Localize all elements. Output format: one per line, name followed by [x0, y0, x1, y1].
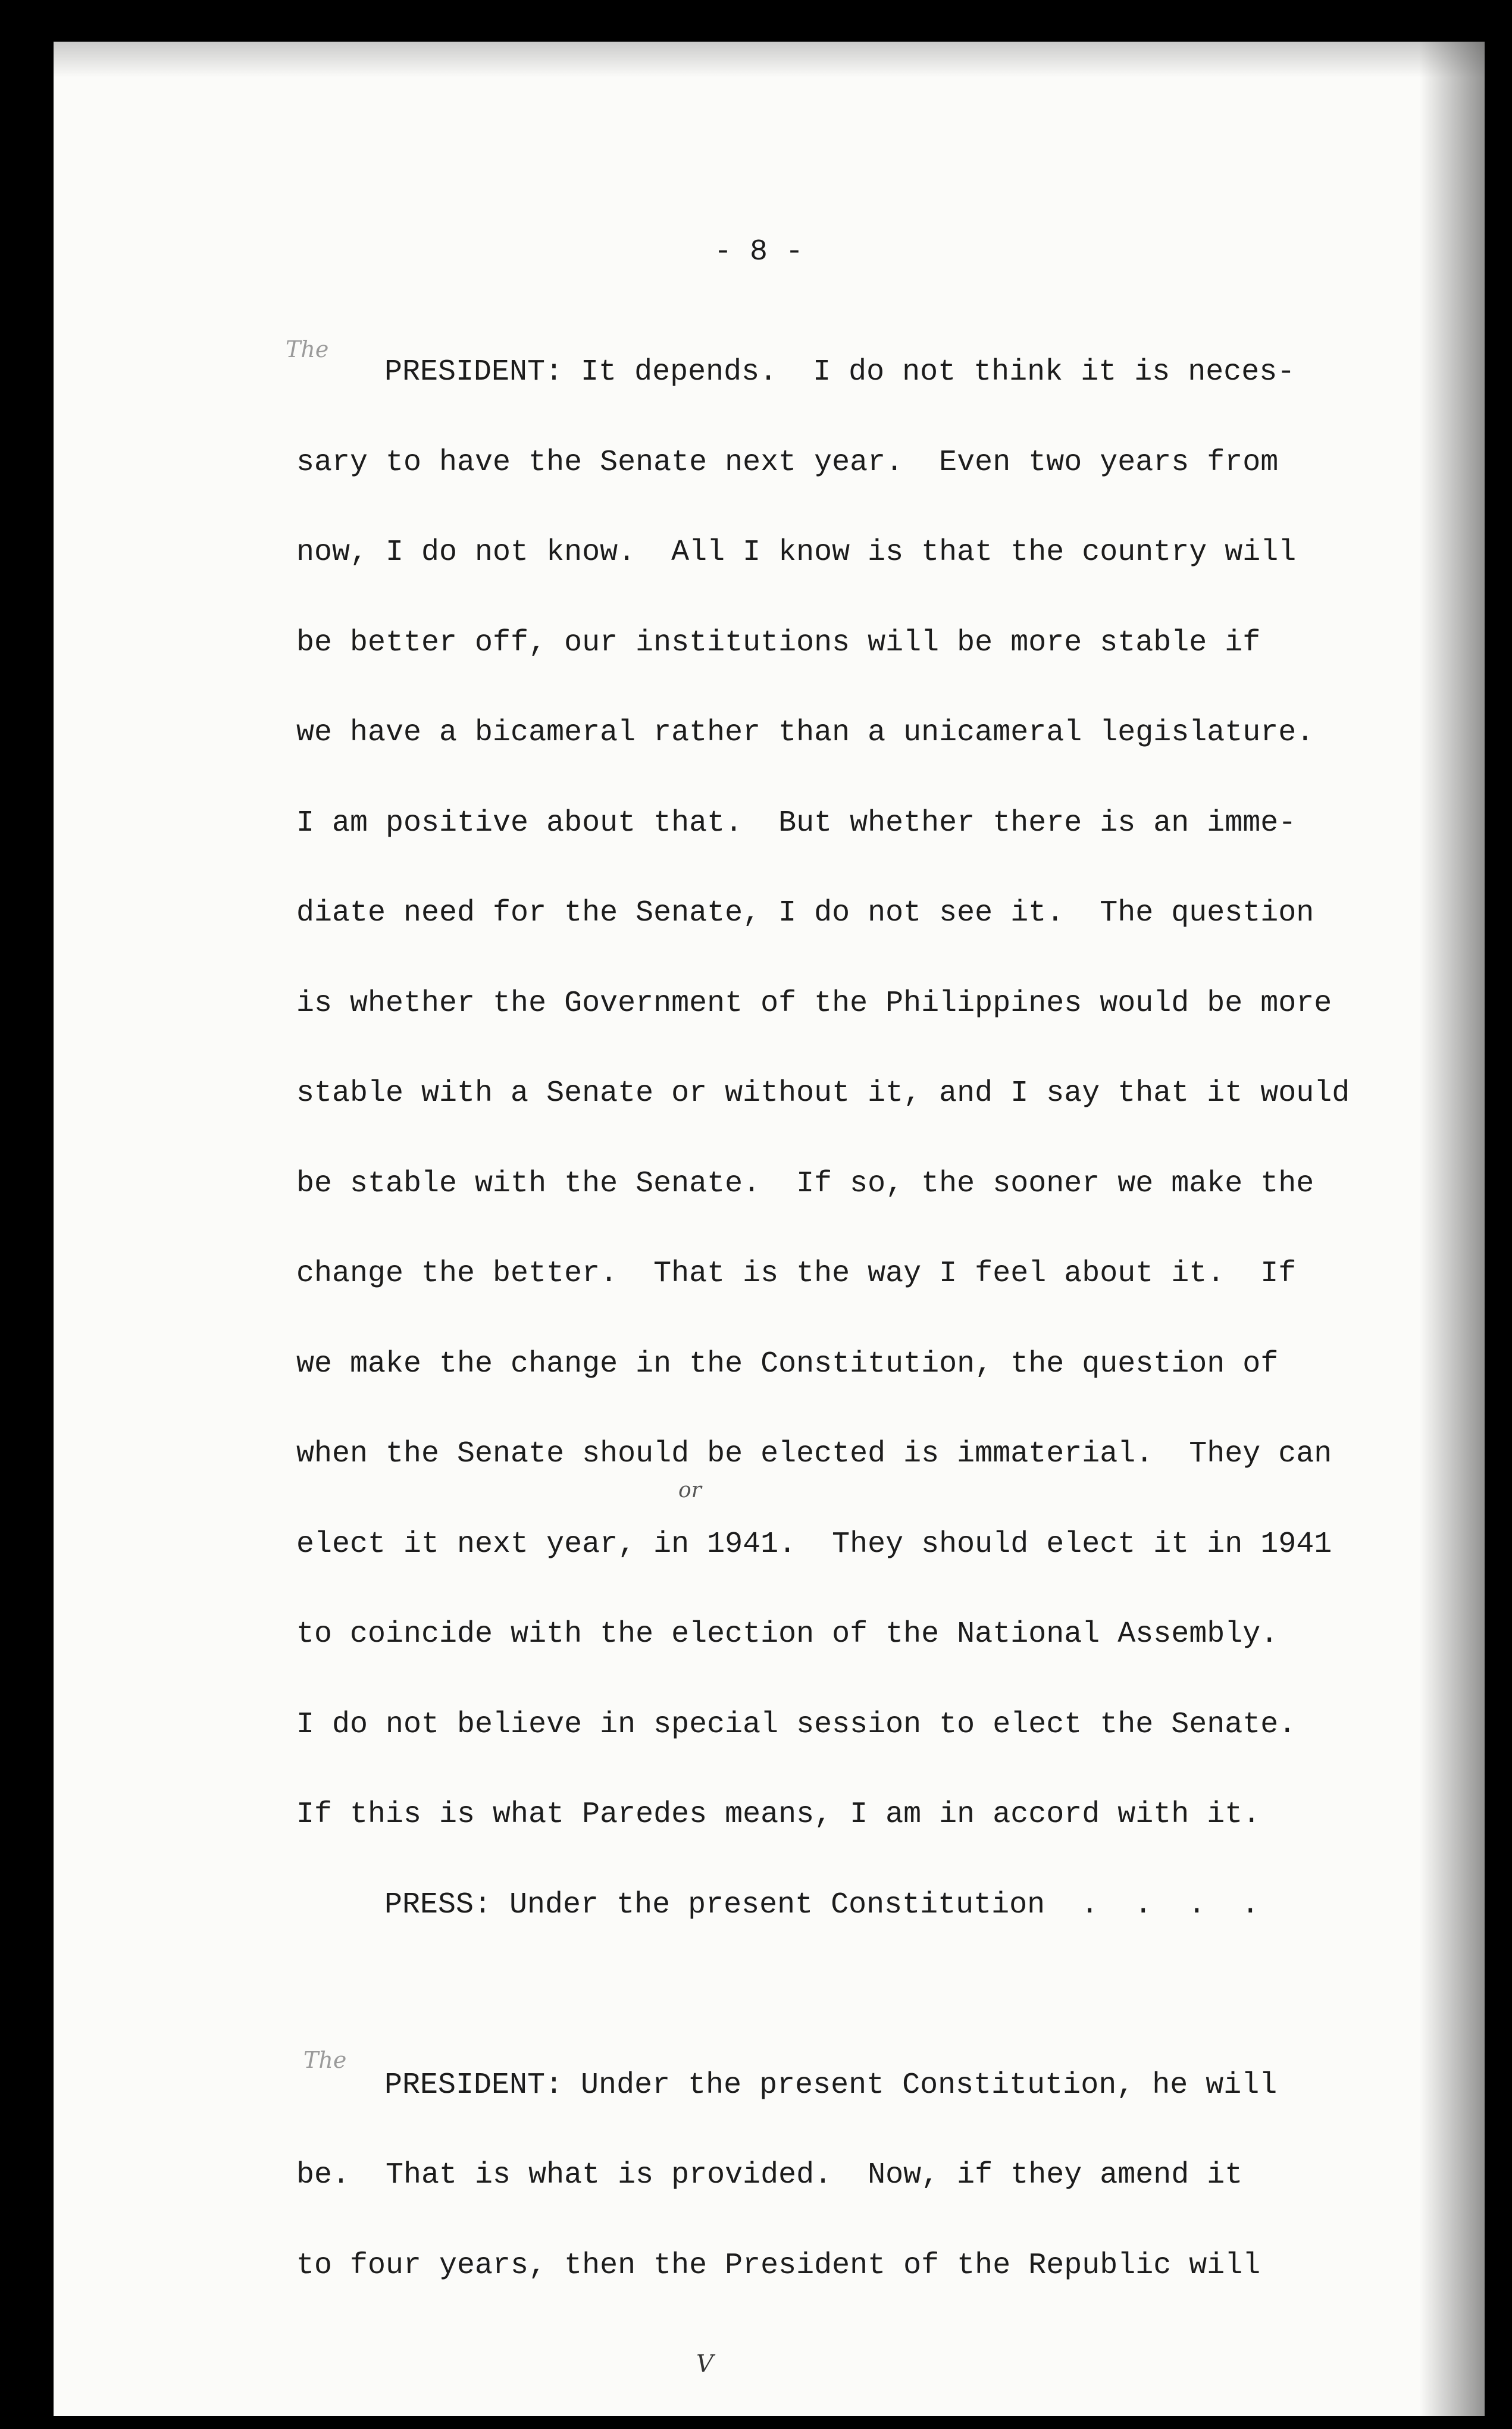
- text-line: If this is what Paredes means, I am in accord with it.: [296, 1798, 1261, 1832]
- text-line: elect it next year, in 1941. They should elect it in 1941: [296, 1527, 1332, 1561]
- text-line: be better off, our institutions will be more stable if: [296, 625, 1261, 660]
- text-line: diate need for the Senate, I do not see it. The question: [296, 896, 1314, 930]
- text-line: change the better. That is the way I feel about it. If: [296, 1257, 1297, 1291]
- text-line-press: PRESS: Under the present Constitution . . . .: [384, 1888, 1260, 1922]
- text-line: when the Senate should be elected is immaterial. They can: [296, 1437, 1332, 1471]
- handwritten-annotation: The: [286, 336, 329, 362]
- transcript-body: [296, 327, 1427, 2311]
- page-edge-shadow: [1419, 42, 1485, 2416]
- torn-top-edge: [54, 42, 1485, 77]
- text-line: be. That is what is provided. Now, if they amend it: [296, 2158, 1243, 2192]
- handwritten-annotation: The: [303, 2047, 347, 2073]
- text-line: is whether the Government of the Philippines would be more: [296, 986, 1332, 1021]
- text-line: we have a bicameral rather than a unicameral legislature.: [296, 716, 1314, 750]
- text-line: be stable with the Senate. If so, the sooner we make the: [296, 1166, 1314, 1201]
- text-line: now, I do not know. All I know is that the country will: [296, 536, 1297, 569]
- document-page: [54, 42, 1485, 2416]
- text-line: stable with a Senate or without it, and I say that it would: [296, 1076, 1350, 1110]
- handwritten-mark: V: [696, 2350, 713, 2378]
- text-line: to four years, then the President of the Republic will: [296, 2248, 1261, 2283]
- page-number: - 8 -: [714, 235, 804, 269]
- text-line: I am positive about that. But whether there is an imme-: [296, 806, 1297, 840]
- paragraph-gap: [296, 1950, 1427, 2040]
- text-line: PRESIDENT: It depends. I do not think it is neces-: [384, 355, 1295, 389]
- text-line: to coincide with the election of the National Assembly.: [296, 1617, 1279, 1651]
- text-line: PRESIDENT: Under the present Constitution, he will: [384, 2068, 1278, 2102]
- handwritten-insertion: or: [678, 1478, 702, 1503]
- text-line: I do not believe in special session to elect the Senate.: [296, 1707, 1297, 1742]
- text-line: sary to have the Senate next year. Even two years from: [296, 445, 1279, 480]
- text-line: we make the change in the Constitution, the question of: [296, 1347, 1279, 1381]
